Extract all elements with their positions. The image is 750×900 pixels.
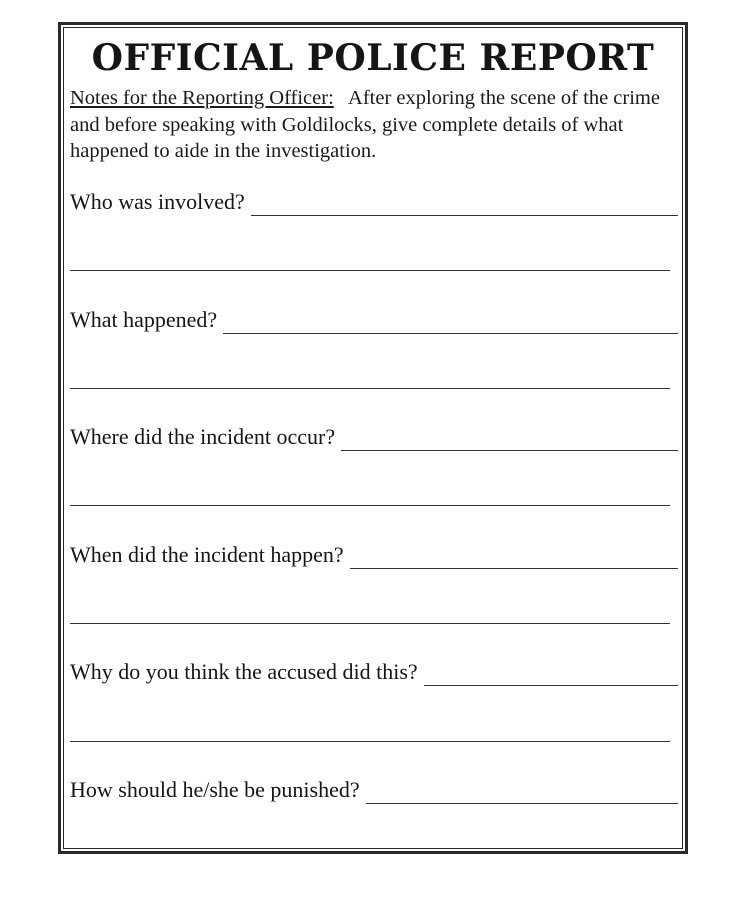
answer-field-where[interactable] xyxy=(341,428,678,451)
question-label: How should he/she be punished? xyxy=(70,777,360,802)
question-what xyxy=(70,304,678,334)
answer-field-why[interactable] xyxy=(424,663,678,686)
answer-line-when[interactable] xyxy=(70,623,670,624)
answer-line-where[interactable] xyxy=(70,505,670,506)
answer-field-when[interactable] xyxy=(350,546,678,569)
answer-line-what[interactable] xyxy=(70,388,670,389)
notes-text: After exploring the scene of the crime and before speaking with Goldilocks, give complete details of what happened to aide in the investigation. xyxy=(70,87,660,162)
question-label: Where did the incident occur? xyxy=(70,424,336,449)
answer-field-who[interactable] xyxy=(251,193,678,216)
question-who xyxy=(70,186,678,216)
answer-field-what[interactable] xyxy=(223,311,678,334)
question-label: When did the incident happen? xyxy=(70,542,344,567)
report-title: OFFICIAL POLICE REPORT xyxy=(91,37,655,79)
question-label: Why do you think the accused did this? xyxy=(70,659,418,684)
answer-field-punishment[interactable] xyxy=(366,781,678,804)
question-label: Who was involved? xyxy=(70,189,245,214)
question-punishment xyxy=(70,774,678,804)
question-where xyxy=(70,421,678,451)
question-why xyxy=(70,656,678,686)
question-when xyxy=(70,539,678,569)
answer-line-who[interactable] xyxy=(70,270,670,271)
question-label: What happened? xyxy=(70,307,218,332)
officer-notes xyxy=(70,85,682,165)
answer-line-why[interactable] xyxy=(70,741,670,742)
notes-spacer xyxy=(339,87,348,109)
notes-label: Notes for the Reporting Officer: xyxy=(70,87,334,109)
